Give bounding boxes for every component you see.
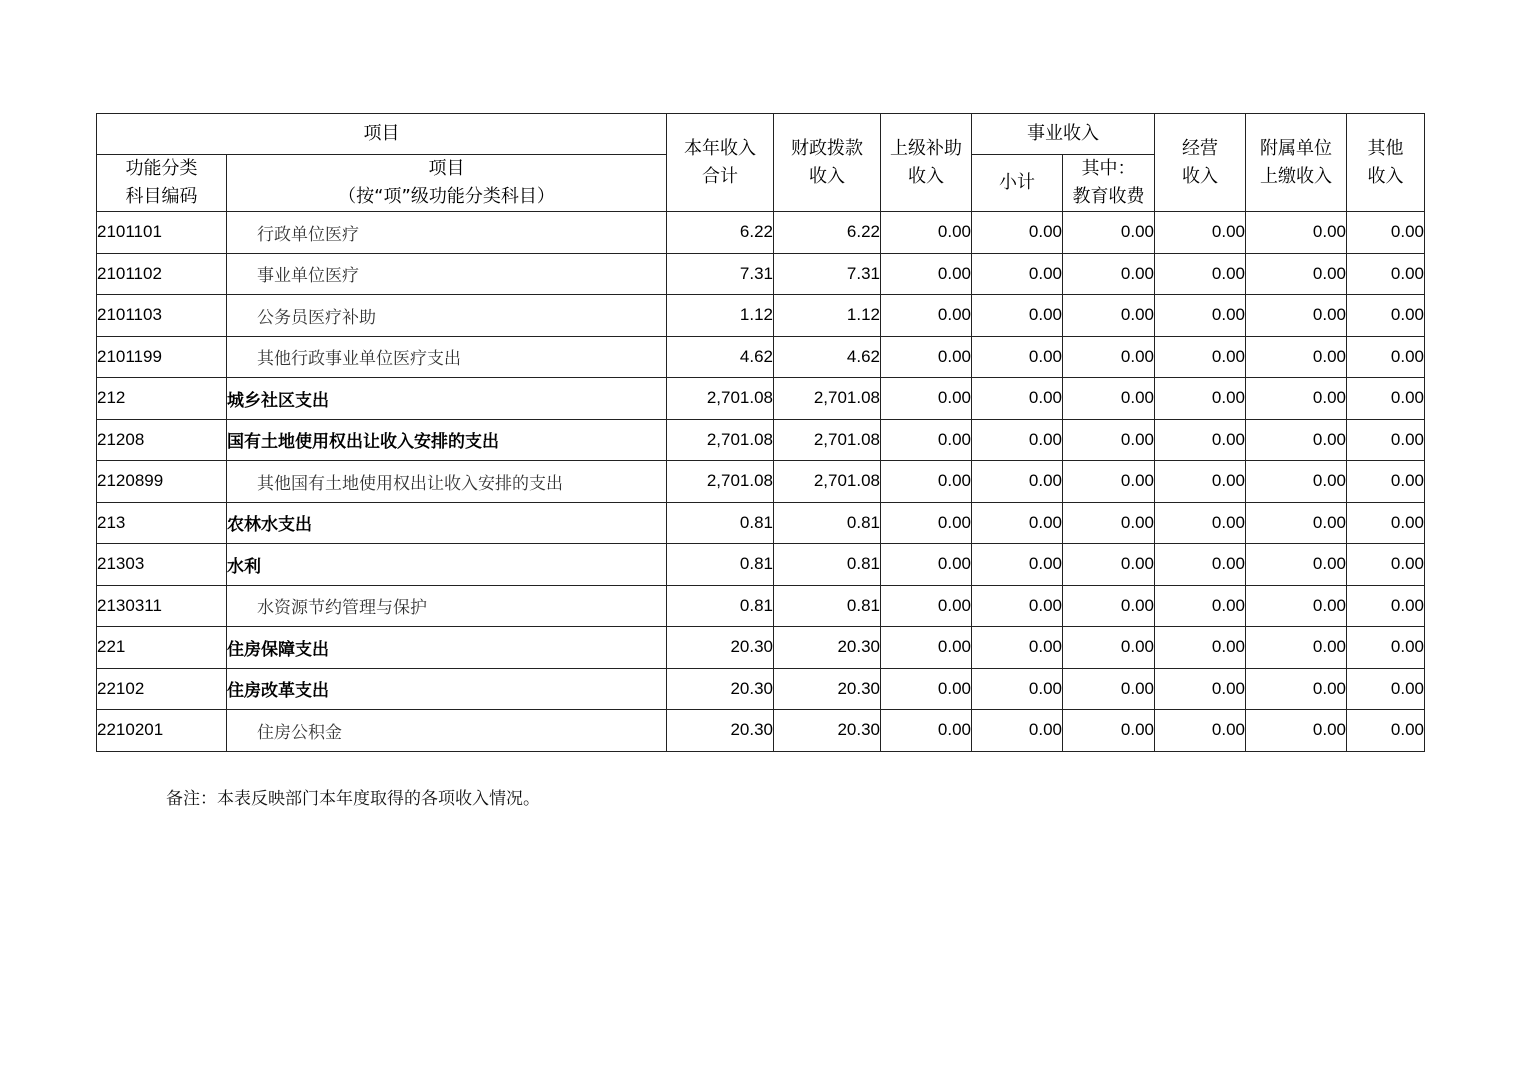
subsidy-income-header	[881, 114, 972, 212]
total-income-header-line1: 本年收入	[684, 137, 756, 159]
subsidy-income-cell: 0.00	[881, 544, 972, 586]
table-row	[97, 419, 1425, 461]
total-income-cell: 2,701.08	[667, 378, 774, 420]
fiscal-income-cell: 7.31	[774, 253, 881, 295]
career-subtotal-cell: 0.00	[972, 419, 1063, 461]
subsidy-income-cell: 0.00	[881, 627, 972, 669]
total-income-cell: 20.30	[667, 627, 774, 669]
business-income-cell: 0.00	[1155, 419, 1246, 461]
career-edu-fee-cell: 0.00	[1063, 253, 1155, 295]
name-cell: 其他国有土地使用权出让收入安排的支出	[227, 461, 667, 503]
fiscal-income-cell: 20.30	[774, 668, 881, 710]
name-cell: 城乡社区支出	[227, 378, 667, 420]
business-income-cell: 0.00	[1155, 378, 1246, 420]
code-cell: 2120899	[97, 461, 227, 503]
affiliate-income-cell: 0.00	[1246, 627, 1347, 669]
code-cell: 21303	[97, 544, 227, 586]
career-subtotal-cell: 0.00	[972, 253, 1063, 295]
name-cell: 其他行政事业单位医疗支出	[227, 336, 667, 378]
total-income-header	[667, 114, 774, 212]
career-subtotal-header: 小计	[972, 155, 1063, 212]
affiliate-income-cell: 0.00	[1246, 461, 1347, 503]
career-edu-fee-cell: 0.00	[1063, 544, 1155, 586]
business-income-cell: 0.00	[1155, 336, 1246, 378]
code-cell: 2101103	[97, 295, 227, 337]
business-income-cell: 0.00	[1155, 295, 1246, 337]
other-income-cell: 0.00	[1347, 585, 1425, 627]
name-column-header-line2: （按“项”级功能分类科目）	[338, 186, 555, 207]
business-income-cell: 0.00	[1155, 668, 1246, 710]
table-row	[97, 253, 1425, 295]
code-cell: 21208	[97, 419, 227, 461]
name-column-header-line1: 项目	[428, 158, 465, 179]
subsidy-income-header-line1: 上级补助	[890, 137, 962, 159]
business-income-header-line1: 经营	[1182, 137, 1218, 159]
career-edu-fee-header-line1: 其中：	[1081, 158, 1136, 179]
project-group-header: 项目	[97, 114, 667, 155]
affiliate-income-cell: 0.00	[1246, 668, 1347, 710]
career-subtotal-cell: 0.00	[972, 295, 1063, 337]
subsidy-income-cell: 0.00	[881, 378, 972, 420]
career-subtotal-cell: 0.00	[972, 461, 1063, 503]
code-cell: 2130311	[97, 585, 227, 627]
other-income-cell: 0.00	[1347, 668, 1425, 710]
career-income-group-header: 事业收入	[972, 114, 1155, 155]
subsidy-income-cell: 0.00	[881, 710, 972, 752]
subsidy-income-cell: 0.00	[881, 461, 972, 503]
fiscal-income-cell: 2,701.08	[774, 419, 881, 461]
affiliate-income-cell: 0.00	[1246, 544, 1347, 586]
career-subtotal-cell: 0.00	[972, 212, 1063, 254]
name-cell: 水利	[227, 544, 667, 586]
other-income-cell: 0.00	[1347, 419, 1425, 461]
table-row	[97, 378, 1425, 420]
business-income-cell: 0.00	[1155, 585, 1246, 627]
affiliate-income-header-line2: 上缴收入	[1260, 165, 1332, 187]
fiscal-income-header	[774, 114, 881, 212]
table-row	[97, 585, 1425, 627]
career-subtotal-cell: 0.00	[972, 668, 1063, 710]
business-income-cell: 0.00	[1155, 502, 1246, 544]
other-income-header	[1347, 114, 1425, 212]
total-income-cell: 6.22	[667, 212, 774, 254]
career-edu-fee-cell: 0.00	[1063, 336, 1155, 378]
affiliate-income-cell: 0.00	[1246, 710, 1347, 752]
fiscal-income-cell: 4.62	[774, 336, 881, 378]
footnote: 备注：本表反映部门本年度取得的各项收入情况。	[166, 789, 540, 809]
career-subtotal-cell: 0.00	[972, 627, 1063, 669]
subsidy-income-cell: 0.00	[881, 668, 972, 710]
business-income-cell: 0.00	[1155, 627, 1246, 669]
other-income-cell: 0.00	[1347, 627, 1425, 669]
total-income-cell: 1.12	[667, 295, 774, 337]
table-row	[97, 336, 1425, 378]
income-table	[96, 113, 1425, 752]
career-edu-fee-cell: 0.00	[1063, 419, 1155, 461]
career-edu-fee-header	[1063, 155, 1155, 212]
other-income-cell: 0.00	[1347, 336, 1425, 378]
subsidy-income-cell: 0.00	[881, 212, 972, 254]
business-income-cell: 0.00	[1155, 544, 1246, 586]
affiliate-income-cell: 0.00	[1246, 253, 1347, 295]
affiliate-income-cell: 0.00	[1246, 212, 1347, 254]
affiliate-income-cell: 0.00	[1246, 336, 1347, 378]
other-income-header-line2: 收入	[1367, 165, 1404, 187]
career-edu-fee-cell: 0.00	[1063, 502, 1155, 544]
code-cell: 2101102	[97, 253, 227, 295]
code-column-header-line1: 功能分类	[125, 158, 198, 179]
fiscal-income-header-line1: 财政拨款	[791, 137, 863, 159]
table-row	[97, 461, 1425, 503]
career-edu-fee-cell: 0.00	[1063, 378, 1155, 420]
career-edu-fee-cell: 0.00	[1063, 668, 1155, 710]
fiscal-income-cell: 6.22	[774, 212, 881, 254]
table-row	[97, 668, 1425, 710]
code-column-header	[97, 155, 227, 212]
fiscal-income-cell: 1.12	[774, 295, 881, 337]
fiscal-income-cell: 2,701.08	[774, 461, 881, 503]
career-subtotal-cell: 0.00	[972, 502, 1063, 544]
affiliate-income-cell: 0.00	[1246, 295, 1347, 337]
career-subtotal-cell: 0.00	[972, 585, 1063, 627]
subsidy-income-cell: 0.00	[881, 336, 972, 378]
other-income-cell: 0.00	[1347, 502, 1425, 544]
other-income-cell: 0.00	[1347, 710, 1425, 752]
career-subtotal-cell: 0.00	[972, 378, 1063, 420]
subsidy-income-header-line2: 收入	[908, 165, 944, 187]
affiliate-income-cell: 0.00	[1246, 419, 1347, 461]
total-income-cell: 0.81	[667, 585, 774, 627]
total-income-cell: 4.62	[667, 336, 774, 378]
table-row	[97, 544, 1425, 586]
subsidy-income-cell: 0.00	[881, 585, 972, 627]
career-edu-fee-cell: 0.00	[1063, 710, 1155, 752]
income-table-container	[96, 113, 1425, 752]
other-income-cell: 0.00	[1347, 295, 1425, 337]
total-income-header-line2: 合计	[702, 165, 738, 187]
other-income-cell: 0.00	[1347, 212, 1425, 254]
subsidy-income-cell: 0.00	[881, 295, 972, 337]
fiscal-income-cell: 20.30	[774, 627, 881, 669]
total-income-cell: 0.81	[667, 502, 774, 544]
name-cell: 国有土地使用权出让收入安排的支出	[227, 419, 667, 461]
career-subtotal-cell: 0.00	[972, 336, 1063, 378]
total-income-cell: 2,701.08	[667, 461, 774, 503]
name-cell: 住房保障支出	[227, 627, 667, 669]
name-cell: 行政单位医疗	[227, 212, 667, 254]
career-edu-fee-cell: 0.00	[1063, 295, 1155, 337]
code-cell: 2210201	[97, 710, 227, 752]
table-row	[97, 627, 1425, 669]
other-income-cell: 0.00	[1347, 461, 1425, 503]
career-edu-fee-cell: 0.00	[1063, 212, 1155, 254]
subsidy-income-cell: 0.00	[881, 253, 972, 295]
total-income-cell: 7.31	[667, 253, 774, 295]
career-subtotal-cell: 0.00	[972, 544, 1063, 586]
affiliate-income-cell: 0.00	[1246, 378, 1347, 420]
name-cell: 水资源节约管理与保护	[227, 585, 667, 627]
name-cell: 农林水支出	[227, 502, 667, 544]
code-cell: 213	[97, 502, 227, 544]
career-subtotal-cell: 0.00	[972, 710, 1063, 752]
total-income-cell: 0.81	[667, 544, 774, 586]
affiliate-income-cell: 0.00	[1246, 502, 1347, 544]
other-income-cell: 0.00	[1347, 253, 1425, 295]
name-cell: 住房改革支出	[227, 668, 667, 710]
business-income-cell: 0.00	[1155, 710, 1246, 752]
fiscal-income-cell: 20.30	[774, 710, 881, 752]
fiscal-income-cell: 0.81	[774, 544, 881, 586]
career-edu-fee-cell: 0.00	[1063, 461, 1155, 503]
name-cell: 事业单位医疗	[227, 253, 667, 295]
code-column-header-line2: 科目编码	[125, 186, 198, 207]
business-income-cell: 0.00	[1155, 253, 1246, 295]
business-income-header	[1155, 114, 1246, 212]
affiliate-income-header	[1246, 114, 1347, 212]
career-edu-fee-cell: 0.00	[1063, 627, 1155, 669]
other-income-cell: 0.00	[1347, 544, 1425, 586]
table-header	[97, 114, 1425, 212]
total-income-cell: 20.30	[667, 710, 774, 752]
career-edu-fee-header-line2: 教育收费	[1072, 186, 1145, 207]
table-body	[97, 212, 1425, 752]
table-row	[97, 212, 1425, 254]
code-cell: 22102	[97, 668, 227, 710]
code-cell: 212	[97, 378, 227, 420]
fiscal-income-cell: 2,701.08	[774, 378, 881, 420]
name-cell: 住房公积金	[227, 710, 667, 752]
other-income-cell: 0.00	[1347, 378, 1425, 420]
code-cell: 221	[97, 627, 227, 669]
code-cell: 2101101	[97, 212, 227, 254]
table-row	[97, 295, 1425, 337]
total-income-cell: 20.30	[667, 668, 774, 710]
other-income-header-line1: 其他	[1367, 137, 1404, 159]
business-income-cell: 0.00	[1155, 461, 1246, 503]
career-edu-fee-cell: 0.00	[1063, 585, 1155, 627]
table-row	[97, 502, 1425, 544]
table-row	[97, 710, 1425, 752]
total-income-cell: 2,701.08	[667, 419, 774, 461]
fiscal-income-cell: 0.81	[774, 502, 881, 544]
name-column-header	[227, 155, 667, 212]
code-cell: 2101199	[97, 336, 227, 378]
fiscal-income-cell: 0.81	[774, 585, 881, 627]
affiliate-income-header-line1: 附属单位	[1260, 137, 1332, 159]
business-income-header-line2: 收入	[1182, 165, 1218, 187]
fiscal-income-header-line2: 收入	[809, 165, 845, 187]
subsidy-income-cell: 0.00	[881, 502, 972, 544]
subsidy-income-cell: 0.00	[881, 419, 972, 461]
business-income-cell: 0.00	[1155, 212, 1246, 254]
name-cell: 公务员医疗补助	[227, 295, 667, 337]
affiliate-income-cell: 0.00	[1246, 585, 1347, 627]
